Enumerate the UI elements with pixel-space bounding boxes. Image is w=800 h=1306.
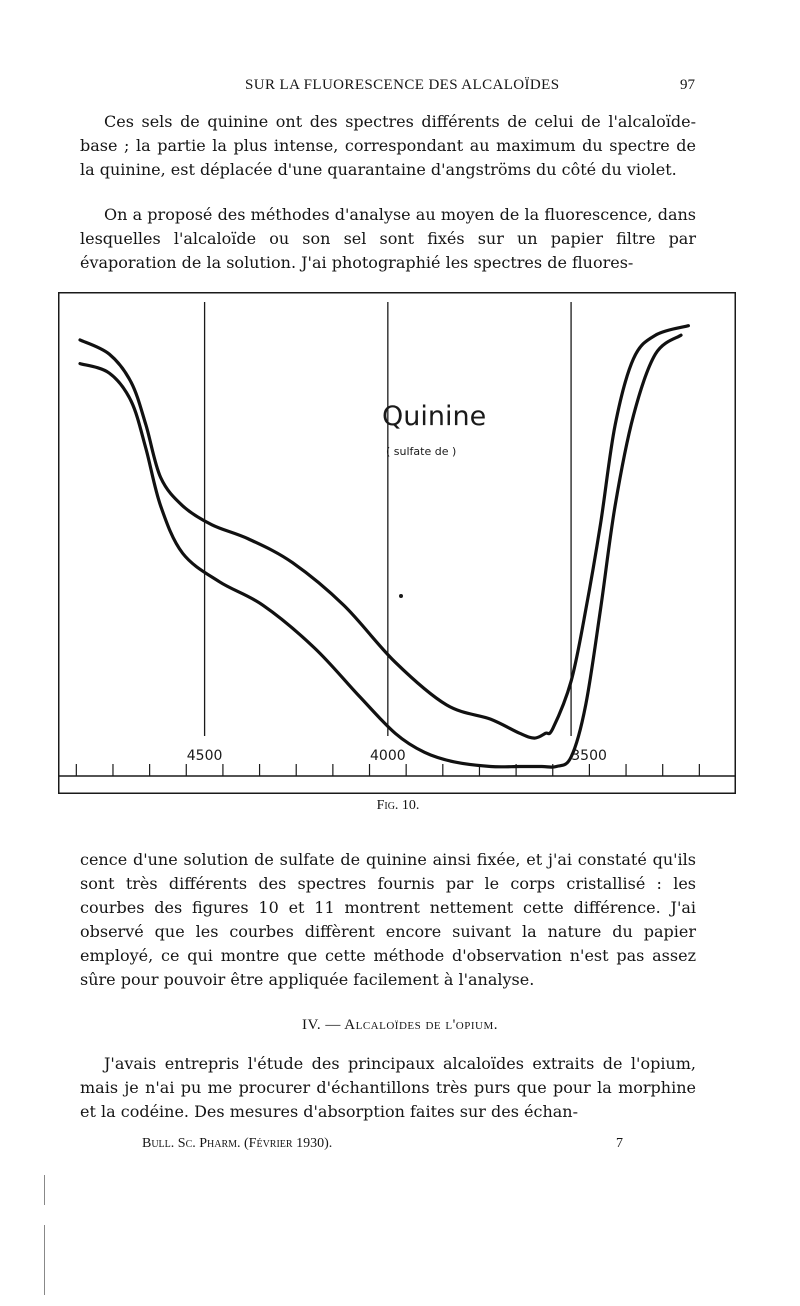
figure-caption: Fig. 10. [376,798,420,813]
running-title: SUR LA FLUORESCENCE DES ALCALOÏDES [245,77,560,93]
x-tick-label: 4500 [186,748,223,764]
spectrum-curve-2 [80,335,681,767]
page-footer [0,1136,800,1158]
spectrum-chart [58,292,736,794]
speck-dot [399,594,403,598]
figure-label: Quinine [382,401,487,432]
section-heading: IV. — Alcaloïdes de l'opium. [301,1017,499,1033]
sheet-number: 7 [616,1136,623,1151]
figure-10 [58,292,736,794]
x-tick-label: 4000 [370,748,406,764]
page-number: 97 [680,77,695,93]
edge-mark [44,1225,45,1295]
paragraph-5: J'avais entrepris l'étude des principaux alcaloïdes extraits de l'opium, mais je n'ai pu me procurer d'échantillons très purs que pour la morphine et la codéine. Des mesures d'absorption faites sur des échan- [80,1054,696,1121]
paragraph-2: On a proposé des méthodes d'analyse au moyen de la fluorescence, dans lesquelles l'alcaloïde ou son sel sont fixés sur un papier filtre par évaporation de la solution. J'ai photographié les spectres de fluores- [80,205,696,272]
paragraph-3: cence d'une solution de sulfate de quinine ainsi fixée, et j'ai constaté qu'ils sont très différents des spectres fournis par le corps cristallisé : les courbes des figures 10 et 11 montrent nettement cette différence. J'ai observé que les courbes diffèrent encore suivant la nature du papier employé, ce qui montre que cette méthode d'observation n'est pas assez sûre pour pouvoir être appliquée facilement à l'analyse. [80,850,696,989]
figure-sublabel: ( sulfate de ) [386,445,457,458]
figure-frame [59,293,736,794]
running-head [0,77,800,101]
journal-reference: Bull. Sc. Pharm. (Février 1930). [142,1136,333,1151]
paragraph-1: Ces sels de quinine ont des spectres différents de celui de l'alcaloïde-base ; la partie la plus intense, correspondant au maximum du spectre de la quinine, est déplacée d'une quarantaine d'angströms du côté du violet. [80,112,696,179]
x-tick-label: 3500 [571,748,607,764]
edge-mark [44,1175,45,1205]
